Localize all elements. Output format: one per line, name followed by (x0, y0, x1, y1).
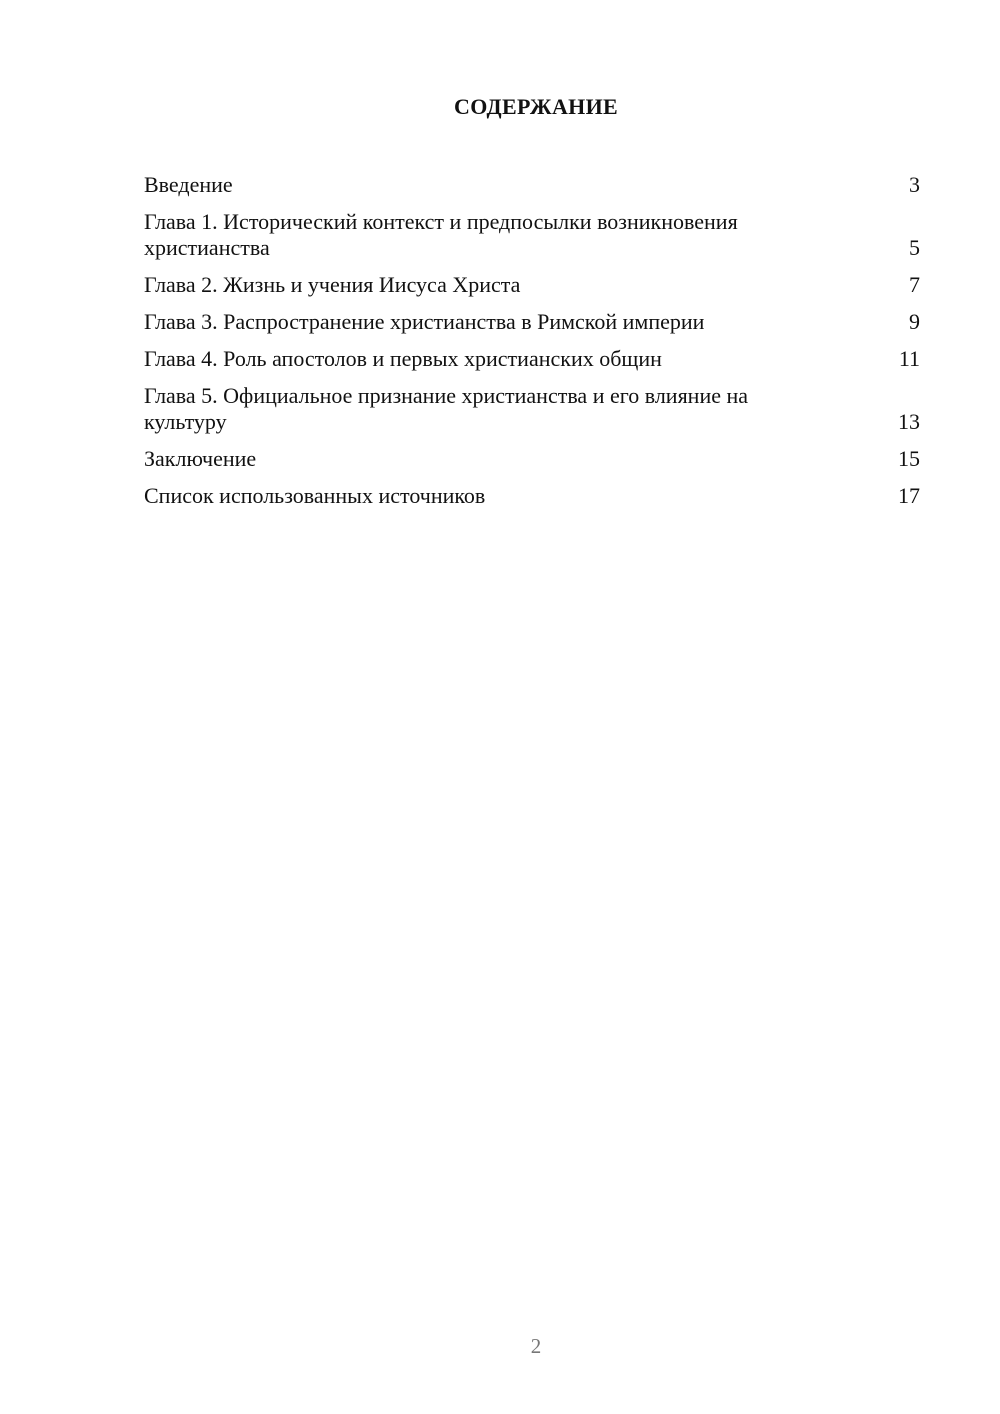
toc-entry-title: Введение (144, 172, 233, 197)
toc-entry-chapter-3 (144, 309, 920, 335)
toc-entry-page: 7 (909, 272, 920, 297)
toc-entry-references (144, 483, 920, 509)
toc-entry-title: Глава 2. Жизнь и учения Иисуса Христа (144, 272, 521, 297)
toc-entry-title: Глава 3. Распространение христианства в Римской империи (144, 309, 705, 334)
table-of-contents (144, 172, 920, 520)
toc-entry-introduction (144, 172, 920, 198)
toc-entry-page: 15 (898, 446, 920, 471)
toc-entry-chapter-4 (144, 346, 920, 372)
toc-entry-page: 11 (898, 346, 920, 371)
page-title: СОДЕРЖАНИЕ (454, 94, 618, 119)
toc-entry-page: 13 (898, 409, 920, 434)
toc-entry-title: Список использованных источников (144, 483, 486, 508)
toc-entry-page: 9 (909, 309, 920, 334)
toc-entry-title: Глава 5. Официальное признание христианства и его влияние на культуру (144, 383, 749, 434)
toc-entry-conclusion (144, 446, 920, 472)
toc-entry-page: 17 (898, 483, 920, 508)
toc-entry-chapter-1 (144, 209, 920, 261)
toc-entry-title: Глава 1. Исторический контекст и предпосылки возникновения христианства (144, 209, 738, 260)
toc-entry-page: 3 (909, 172, 920, 197)
toc-entry-chapter-5 (144, 383, 920, 435)
toc-entry-page: 5 (909, 235, 920, 260)
toc-entry-title: Глава 4. Роль апостолов и первых христианских общин (144, 346, 662, 371)
toc-entry-title: Заключение (144, 446, 257, 471)
toc-entry-chapter-2 (144, 272, 920, 298)
page-number: 2 (530, 1334, 542, 1358)
